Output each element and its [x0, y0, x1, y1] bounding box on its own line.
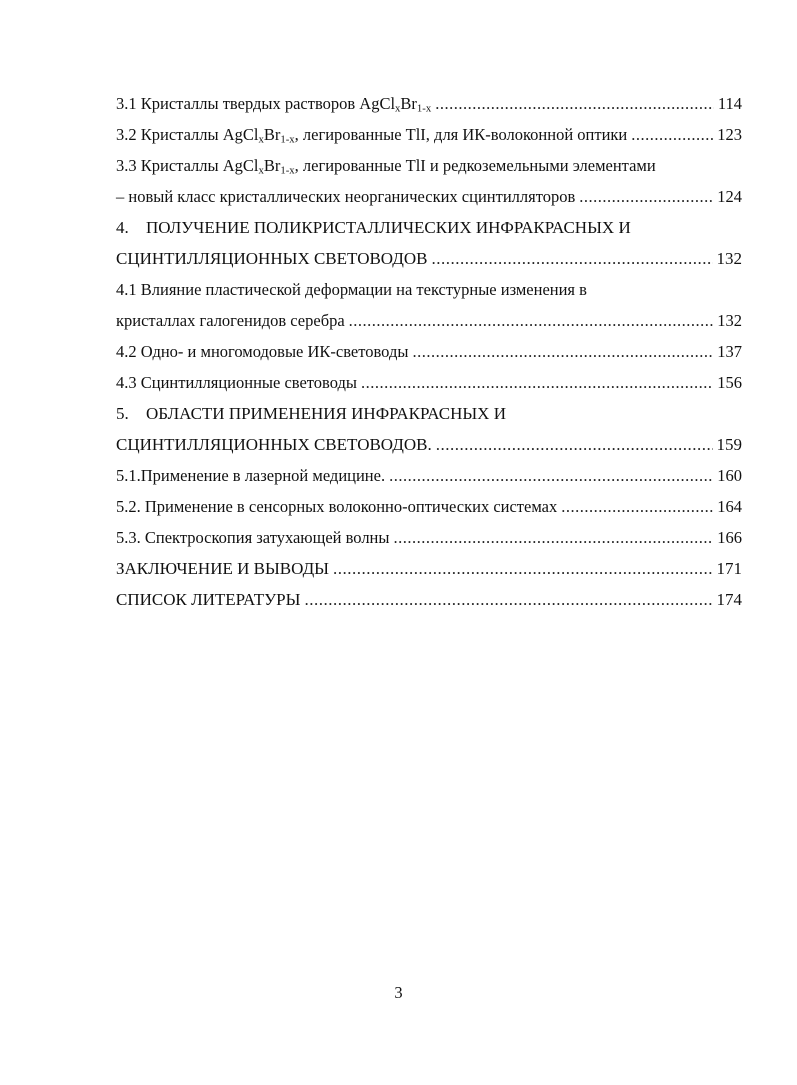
table-of-contents	[116, 88, 742, 615]
dot-leader	[631, 119, 713, 150]
dot-leader	[412, 336, 713, 367]
toc-page-number: 114	[717, 94, 742, 113]
page-number: 3	[394, 983, 403, 1002]
toc-entry-title: 3.3 Кристаллы $AgCl_xBr_{1-x}$, легированные TlI и редкоземельными элементами	[116, 156, 656, 177]
toc-entry-3-2	[116, 119, 742, 150]
toc-entry-title: 4.1 Влияние пластической деформации на текстурные изменения в	[116, 280, 587, 299]
toc-references	[116, 584, 742, 615]
toc-entry-title: 5.2. Применение в сенсорных волоконно-оптических системах	[116, 497, 558, 516]
dot-leader	[393, 522, 713, 553]
chapter-title: ОБЛАСТИ ПРИМЕНЕНИЯ ИНФРАКРАСНЫХ И	[146, 404, 506, 423]
toc-entry-5-2	[116, 491, 742, 522]
toc-page-number: 132	[716, 249, 742, 268]
toc-page-number: 174	[716, 590, 742, 609]
chapter-title-continued: СЦИНТИЛЛЯЦИОННЫХ СВЕТОВОДОВ.	[116, 435, 432, 454]
toc-entry-title: ЗАКЛЮЧЕНИЕ И ВЫВОДЫ	[116, 559, 329, 578]
dot-leader	[579, 181, 713, 212]
chapter-title-continued: СЦИНТИЛЛЯЦИОННЫХ СВЕТОВОДОВ	[116, 249, 428, 268]
toc-page-number: 137	[717, 342, 742, 361]
toc-entry-4-1-line-2	[116, 305, 742, 336]
toc-page-number: 159	[716, 435, 742, 454]
toc-page-number: 123	[717, 125, 742, 144]
dot-leader	[333, 553, 713, 584]
toc-entry-title-continued: – новый класс кристаллических неорганических сцинтилляторов	[116, 187, 576, 206]
toc-entry-3-3-line-2	[116, 181, 742, 212]
toc-page-number: 156	[717, 373, 742, 392]
toc-entry-4-3	[116, 367, 742, 398]
toc-entry-title: 5.1.Применение в лазерной медицине.	[116, 466, 386, 485]
toc-entry-5-1	[116, 460, 742, 491]
chapter-title: ПОЛУЧЕНИЕ ПОЛИКРИСТАЛЛИЧЕСКИХ ИНФРАКРАСНЫХ И	[146, 218, 631, 237]
toc-entry-title-continued: кристаллах галогенидов серебра	[116, 311, 345, 330]
toc-entry-title: 4.2 Одно- и многомодовые ИК-световоды	[116, 342, 409, 361]
toc-entry-title: СПИСОК ЛИТЕРАТУРЫ	[116, 590, 301, 609]
toc-page-number: 132	[717, 311, 742, 330]
dot-leader	[431, 243, 712, 274]
toc-entry-title: 3.2 Кристаллы $AgCl_xBr_{1-x}$, легированные TlI, для ИК-волоконной оптики	[116, 125, 628, 146]
toc-page-number: 164	[717, 497, 742, 516]
toc-entry-3-1	[116, 88, 742, 119]
chapter-number: 5.	[116, 404, 129, 423]
dot-leader	[349, 305, 714, 336]
toc-chapter-4-line-1	[116, 212, 742, 243]
toc-entry-title: 3.1 Кристаллы твердых растворов $AgCl_xBr_{1-x}$	[116, 94, 432, 115]
toc-conclusions	[116, 553, 742, 584]
toc-page-number: 171	[716, 559, 742, 578]
toc-entry-title: 5.3. Спектроскопия затухающей волны	[116, 528, 390, 547]
toc-page-number: 160	[717, 466, 742, 485]
chapter-number: 4.	[116, 218, 129, 237]
dot-leader	[561, 491, 713, 522]
toc-page-number: 166	[717, 528, 742, 547]
dot-leader	[435, 88, 714, 119]
dot-leader	[389, 460, 713, 491]
toc-entry-4-2	[116, 336, 742, 367]
toc-entry-4-1-line-1	[116, 274, 742, 305]
toc-chapter-4-line-2	[116, 243, 742, 274]
dot-leader	[436, 429, 713, 460]
toc-page-number: 124	[717, 187, 742, 206]
toc-chapter-5-line-2	[116, 429, 742, 460]
dot-leader	[361, 367, 713, 398]
dot-leader	[304, 584, 712, 615]
toc-entry-5-3	[116, 522, 742, 553]
toc-entry-3-3-line-1	[116, 150, 742, 181]
toc-chapter-5-line-1	[116, 398, 742, 429]
toc-entry-title: 4.3 Сцинтилляционные световоды	[116, 373, 357, 392]
